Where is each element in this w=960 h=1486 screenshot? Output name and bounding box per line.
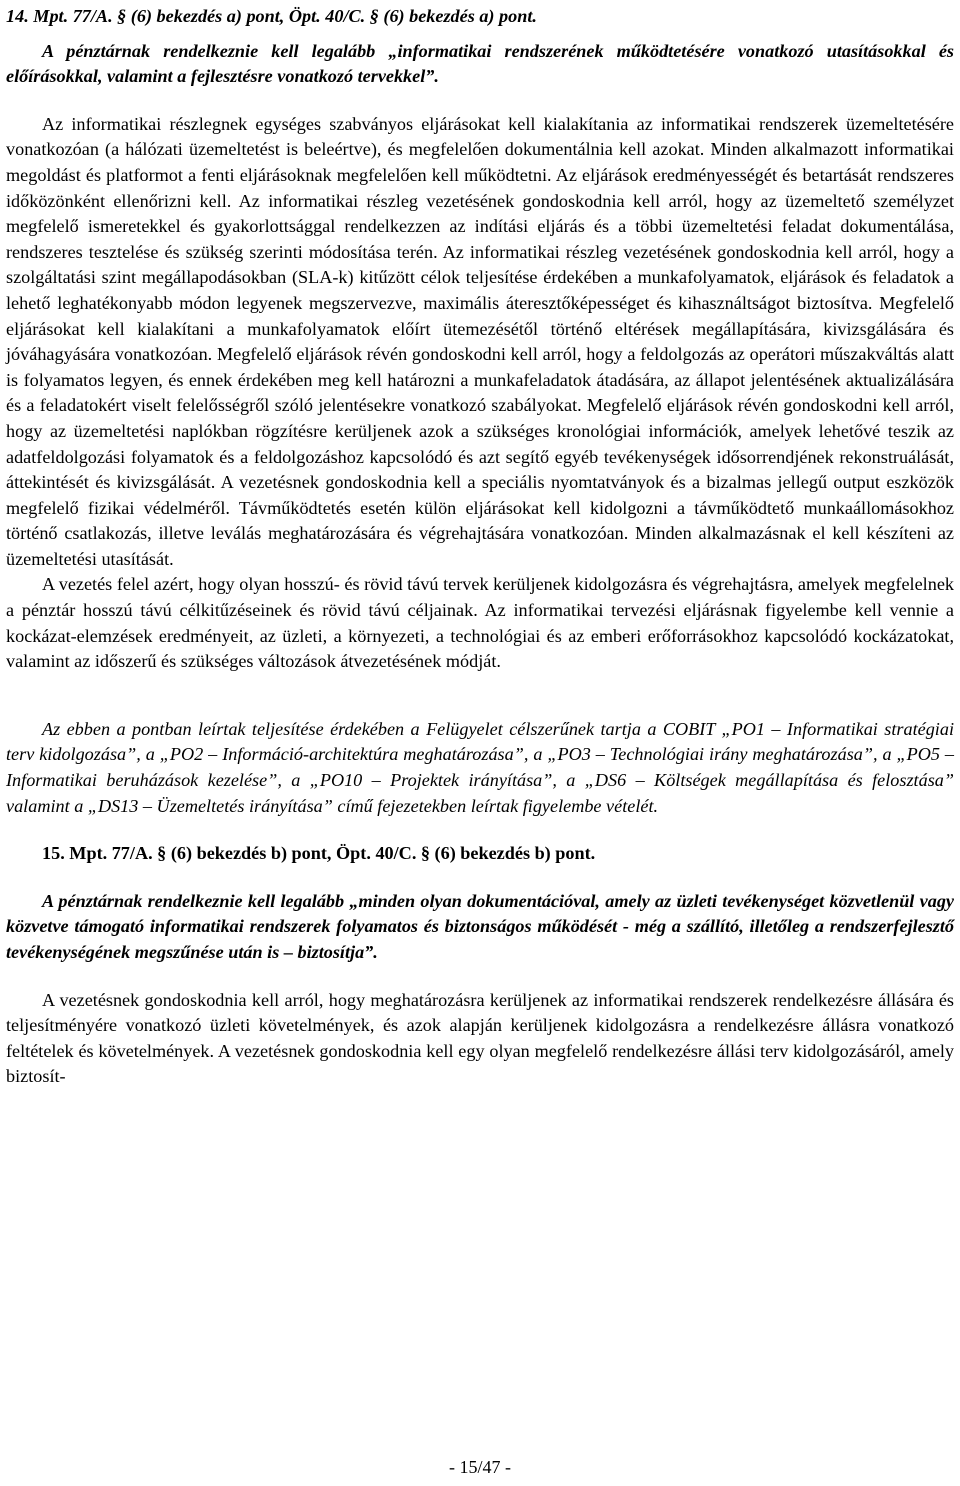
page-number: - 15/47 - xyxy=(449,1457,511,1477)
section-14-paragraph-2: A vezetés felel azért, hogy olyan hosszú- és rövid távú tervek kerüljenek kidolgozásra és végrehajtásra, amelyek megfelelnek a pénztár hosszú távú célkitűzéseinek és rövid távú céljainak. Az informatikai tervezési eljárásnak figyelembe kell vennie a kockázat-elemzések eredményeit, az üzleti, a környezeti, a technológiai és az emberi erőforrásokhoz kapcsolódó kockázatokat, valamint az időszerű és szükséges változások átvezetésének módját. xyxy=(6,574,954,672)
section-15-requirement: A pénztárnak rendelkeznie kell legalább „minden olyan dokumentációval, amely az üzleti tevékenységet közvetlenül vagy közvetve támogató informatikai rendszerek folyamatos és biztonságos működését - még a szállító, illetőleg a rendszerfejlesztő tevékenységének megszűnése után is – biztosítja”. xyxy=(6,890,954,962)
section-15-heading: 15. Mpt. 77/A. § (6) bekezdés b) pont, Öpt. 40/C. § (6) bekezdés b) pont. xyxy=(42,843,596,864)
section-14-paragraph-1: Az informatikai részlegnek egységes szabványos eljárásokat kell kialakítania az informatikai rendszerek üzemeltetésére vonatkozóan (a hálózati üzemeltetést is beleértve), és megfelelően dokumentálnia kell azokat. Minden alkalmazott informatikai megoldást és platformot a fenti eljárásoknak megfelelően kell működtetni. Az eljárások eredményességét és betartását rendszeres időközönként ellenőrizni kell. Az informatikai részleg vezetésének gondoskodnia kell arról, hogy az üzemeltető személyzet megfelelő ismeretekkel és gyakorlottsággal rendelkezzen az indítási eljárás és a többi üzemeltetési feladat dokumentálása, rendszeres tesztelése és szükség szerinti módosítása terén. Az informatikai részleg vezetésének gondoskodnia kell arról, hogy a szolgáltatási szint megállapodásokban (SLA-k) kitűzött célok teljesítése érdekében a munkafolyamatok, eljárások és feladatok a lehető leghatékonyabb módon legyenek megszervezve, maximális áteresztőképességet és kihasználtságot biztosítva. Megfelelő eljárásokat kell kialakítani a munkafolyamatok előírt ütemezésétől történő eltérések megállapítására, kivizsgálására és jóváhagyására vonatkozóan. Megfelelő eljárások révén gondoskodni kell arról, hogy a feldolgozás az operátori műszakváltás alatt is folyamatos legyen, és ennek érdekében meg kell határozni a munkafeladatok átadására, az állapot jelentésének aktualizálására és a feladatokért viselt felelősségről szóló jelentésekre vonatkozó szabályokat. Megfelelő eljárások révén gondoskodni kell arról, hogy az üzemeltetési naplókban rögzítésre kerüljenek azok a szükséges kronológiai információk, amelyek lehetővé teszik az adatfeldolgozási folyamatok és a feldolgozáshoz kapcsolódó és azt segítő egyéb tevékenységek idősorrendjének rekonstruálását, áttekintését és kivizsgálását. A vezetésnek gondoskodnia kell a speciális nyomtatványok és a bizalmas jellegű output eszközök megfelelő fizikai védelméről. Távműködtetés esetén külön eljárásokat kell kidolgozni a távműködtető munkaállomásokhoz történő csatlakozás, illetve leválás meghatározására és végrehajtására vonatkozóan. Minden alkalmazásnak el kell készíteni az üzemeltetési utasítását. xyxy=(6,113,954,569)
section-14-heading: 14. Mpt. 77/A. § (6) bekezdés a) pont, Öpt. 40/C. § (6) bekezdés a) pont. xyxy=(6,6,537,26)
section-14-cobit-reference: Az ebben a pontban leírtak teljesítése érdekében a Felügyelet célszerűnek tartja a COBIT „PO1 – Informatikai stratégiai terv kidolgozása”, a „PO2 – Információ-architektúra meghatározása”, a „PO3 – Technológiai irány meghatározása”, a „PO5 – Informatikai beruházások kezelése”, a „PO10 – Projektek irányítása”, a „DS6 – Költségek megállapítása és felosztása” valamint a „DS13 – Üzemeltetés irányítása” című fejezetekben leírtak figyelembe vételét. xyxy=(6,718,954,816)
section-14-requirement: A pénztárnak rendelkeznie kell legalább „informatikai rendszerének működtetésére vonatkozó utasításokkal és előírásokkal, valamint a fejlesztésre vonatkozó tervekkel”. xyxy=(6,40,954,87)
section-15-paragraph-1: A vezetésnek gondoskodnia kell arról, hogy meghatározásra kerüljenek az informatikai rendszerek rendelkezésre állására és teljesítményére vonatkozó üzleti követelmények, és azok alapján kerüljenek kidolgozásra a rendelkezésre állásra vonatkozó feltételek és követelmények. A vezetésnek gondoskodnia kell egy olyan megfelelő rendelkezésre állási terv kidolgozásáról, amely biztosít- xyxy=(6,989,954,1087)
